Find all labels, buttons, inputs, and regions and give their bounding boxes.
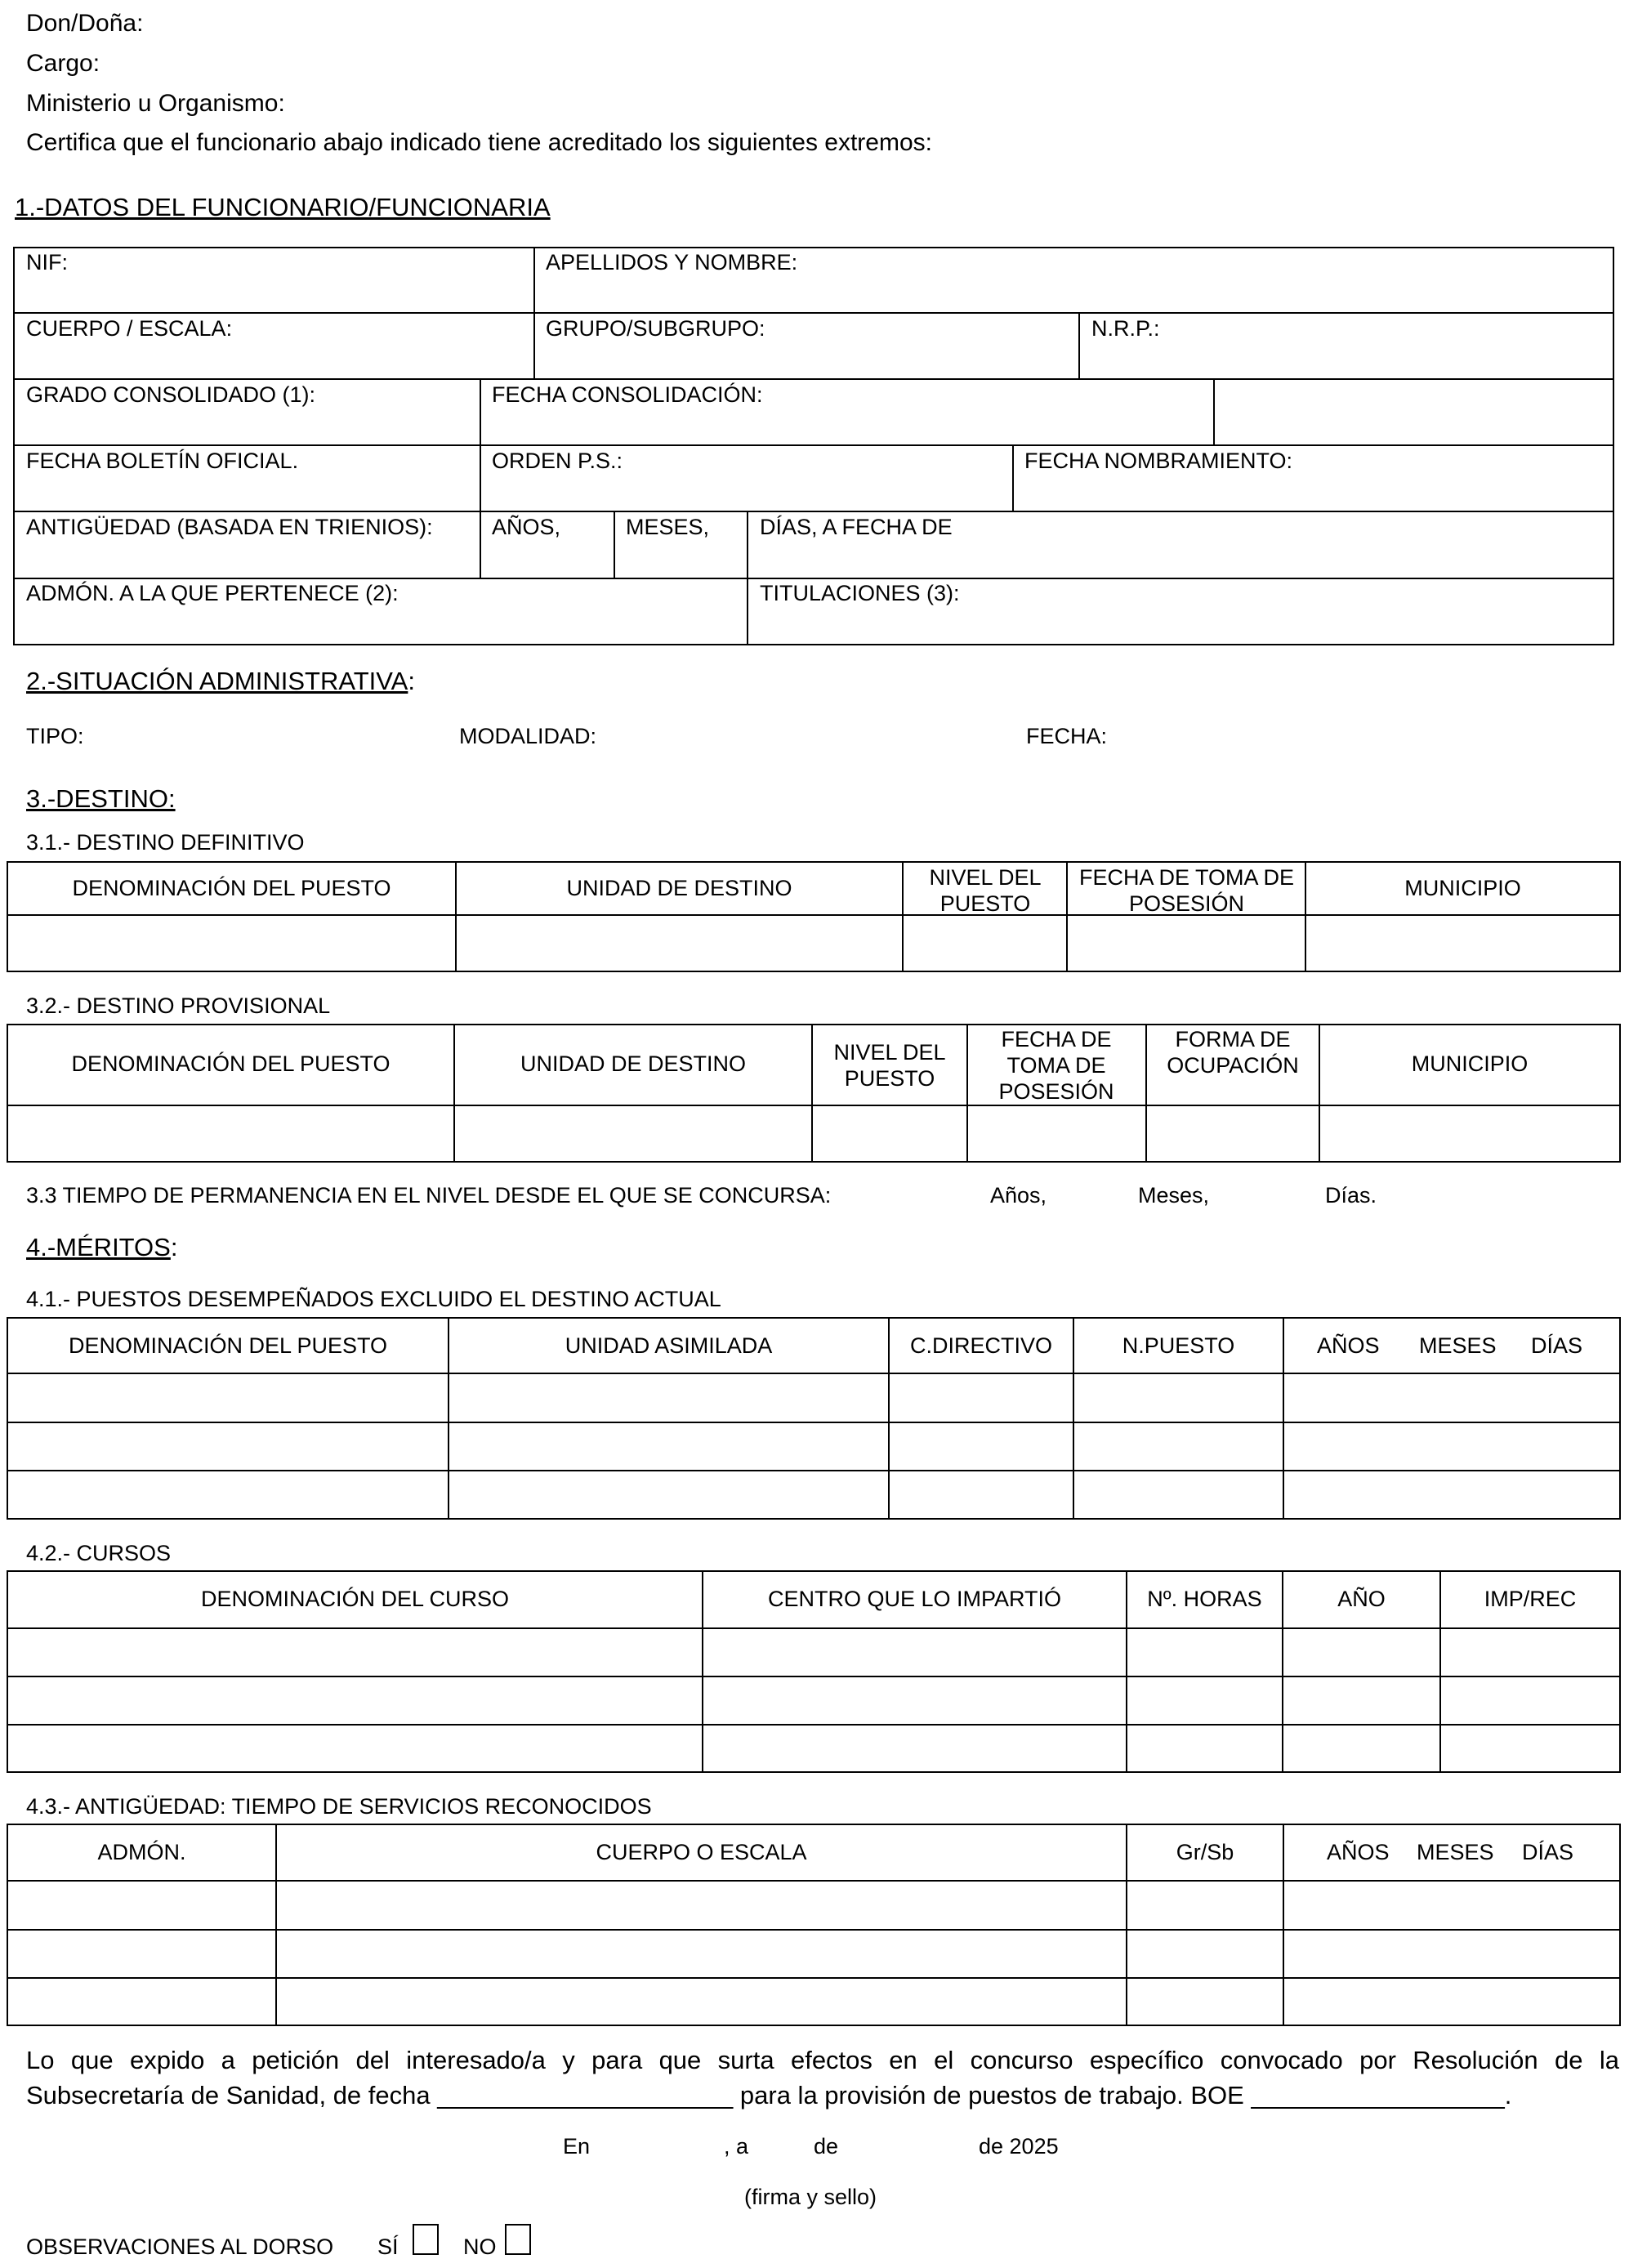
header-cell: MUNICIPIO <box>1411 1051 1529 1076</box>
ministerio-label: Ministerio u Organismo: <box>26 90 285 117</box>
cuerpo-escala-field[interactable]: CUERPO / ESCALA: <box>26 316 233 341</box>
table-row[interactable] <box>8 1423 1619 1470</box>
header-cell: Nº. HORAS <box>1147 1587 1262 1611</box>
header-cell: C.DIRECTIVO <box>909 1333 1052 1358</box>
section-4-title: 4.-MÉRITOS: <box>26 1233 178 1261</box>
no-checkbox[interactable] <box>505 2224 531 2255</box>
permanencia-dias-field[interactable]: Días. <box>1325 1183 1377 1208</box>
header-cell: DENOMINACIÓN DEL PUESTO <box>72 876 391 900</box>
header-cell: UNIDAD ASIMILADA <box>565 1333 773 1358</box>
table-row[interactable] <box>8 1677 1619 1724</box>
header-cell: NIVEL DEL PUESTO <box>833 1040 946 1091</box>
table-row[interactable] <box>8 1979 1619 2025</box>
table-row[interactable] <box>8 1726 1619 1771</box>
section-2-title: 2.-SITUACIÓN ADMINISTRATIVA: <box>26 667 415 695</box>
header-cell: UNIDAD DE DESTINO <box>520 1051 747 1076</box>
don-dona-label: Don/Doña: <box>26 10 144 37</box>
antiguedad-servicios-title: 4.3.- ANTIGÜEDAD: TIEMPO DE SERVICIOS RECONOCIDOS <box>26 1794 652 1819</box>
table-row[interactable] <box>8 1629 1619 1676</box>
dia-label: , a <box>724 2134 749 2159</box>
expido-text-line-1: Lo que expido a petición del interesado/a y para que surta efectos en el concurso específico convocado por Resolución de la <box>26 2046 1619 2074</box>
header-cell: UNIDAD DE DESTINO <box>566 876 792 900</box>
table-row[interactable] <box>8 1882 1619 1929</box>
antiguedad-meses-field[interactable]: MESES, <box>626 515 710 539</box>
orden-ps-field[interactable]: ORDEN P.S.: <box>492 449 623 473</box>
table-row[interactable] <box>8 1931 1619 1977</box>
fecha-nombramiento-field[interactable]: FECHA NOMBRAMIENTO: <box>1024 449 1293 473</box>
header-cell: Gr/Sb <box>1176 1840 1234 1864</box>
si-label: SÍ <box>377 2235 399 2259</box>
header-cell: NIVEL DEL PUESTO <box>929 865 1042 916</box>
nrp-field[interactable]: N.R.P.: <box>1091 316 1160 341</box>
header-cell: ADMÓN. <box>97 1840 186 1864</box>
permanencia-anos-field[interactable]: Años, <box>990 1183 1047 1208</box>
header-cell: CUERPO O ESCALA <box>596 1840 807 1864</box>
tiempo-permanencia-label: 3.3 TIEMPO DE PERMANENCIA EN EL NIVEL DESDE EL QUE SE CONCURSA: <box>26 1183 832 1208</box>
fecha-consolidacion-field[interactable]: FECHA CONSOLIDACIÓN: <box>492 382 763 407</box>
table-row[interactable] <box>8 1106 1619 1161</box>
header-cell: MESES <box>1419 1333 1497 1358</box>
puestos-desempenados-title: 4.1.- PUESTOS DESEMPEÑADOS EXCLUIDO EL DESTINO ACTUAL <box>26 1287 721 1311</box>
permanencia-meses-field[interactable]: Meses, <box>1138 1183 1210 1208</box>
header-cell: AÑOS <box>1327 1840 1390 1864</box>
table-row[interactable] <box>8 1471 1619 1518</box>
header-cell: AÑO <box>1337 1587 1386 1611</box>
lugar-label: En <box>563 2134 591 2159</box>
year-label: de 2025 <box>979 2134 1059 2159</box>
fecha-boletin-field[interactable]: FECHA BOLETÍN OFICIAL. <box>26 449 299 473</box>
header-cell: CENTRO QUE LO IMPARTIÓ <box>767 1587 1062 1611</box>
cargo-label: Cargo: <box>26 50 100 77</box>
nif-field[interactable]: NIF: <box>26 250 68 275</box>
header-cell: DÍAS <box>1522 1840 1574 1864</box>
header-cell: FECHA DE TOMA DE POSESIÓN <box>1078 865 1295 916</box>
header-cell: FECHA DE TOMA DE POSESIÓN <box>998 1027 1114 1104</box>
destino-definitivo-title: 3.1.- DESTINO DEFINITIVO <box>26 830 305 855</box>
header-cell: N.PUESTO <box>1122 1333 1235 1358</box>
si-checkbox[interactable] <box>413 2224 439 2255</box>
grado-consolidado-field[interactable]: GRADO CONSOLIDADO (1): <box>26 382 316 407</box>
expido-text-line-2: Subsecretaría de Sanidad, de fecha _____________________ para la provisión de puestos de trabajo. BOE __________________. <box>26 2081 1512 2110</box>
table-row[interactable] <box>8 1374 1619 1422</box>
mes-label: de <box>814 2134 839 2159</box>
section-1-title: 1.-DATOS DEL FUNCIONARIO/FUNCIONARIA <box>15 193 551 221</box>
firma-sello-label: (firma y sello) <box>744 2185 877 2209</box>
header-cell: DENOMINACIÓN DEL PUESTO <box>71 1051 391 1076</box>
grupo-subgrupo-field[interactable]: GRUPO/SUBGRUPO: <box>546 316 765 341</box>
fecha-situacion-field[interactable]: FECHA: <box>1026 724 1108 748</box>
header-cell: DENOMINACIÓN DEL PUESTO <box>68 1333 388 1358</box>
cursos-title: 4.2.- CURSOS <box>26 1541 172 1565</box>
observaciones-label: OBSERVACIONES AL DORSO <box>26 2235 334 2259</box>
antiguedad-dias-field[interactable]: DÍAS, A FECHA DE <box>760 515 953 539</box>
header-cell: FORMA DE OCUPACIÓN <box>1167 1027 1299 1078</box>
tipo-field[interactable]: TIPO: <box>26 724 84 748</box>
admon-pertenece-field[interactable]: ADMÓN. A LA QUE PERTENECE (2): <box>26 581 399 605</box>
header-cell: AÑOS <box>1317 1333 1380 1358</box>
antiguedad-anos-field[interactable]: AÑOS, <box>492 515 561 539</box>
header-cell: IMP/REC <box>1484 1587 1577 1611</box>
modalidad-field[interactable]: MODALIDAD: <box>459 724 597 748</box>
header-cell: DÍAS <box>1531 1333 1583 1358</box>
certifica-text: Certifica que el funcionario abajo indicado tiene acreditado los siguientes extremos: <box>26 129 932 156</box>
titulaciones-field[interactable]: TITULACIONES (3): <box>760 581 960 605</box>
destino-provisional-title: 3.2.- DESTINO PROVISIONAL <box>26 993 331 1018</box>
no-label: NO <box>463 2235 497 2259</box>
header-cell: DENOMINACIÓN DEL CURSO <box>200 1587 510 1611</box>
apellidos-nombre-field[interactable]: APELLIDOS Y NOMBRE: <box>546 250 798 275</box>
header-cell: MESES <box>1417 1840 1494 1864</box>
section-3-title: 3.-DESTINO: <box>26 784 176 813</box>
header-cell: MUNICIPIO <box>1404 876 1521 900</box>
table-row[interactable] <box>8 916 1619 971</box>
antiguedad-field: ANTIGÜEDAD (BASADA EN TRIENIOS): <box>26 515 433 539</box>
